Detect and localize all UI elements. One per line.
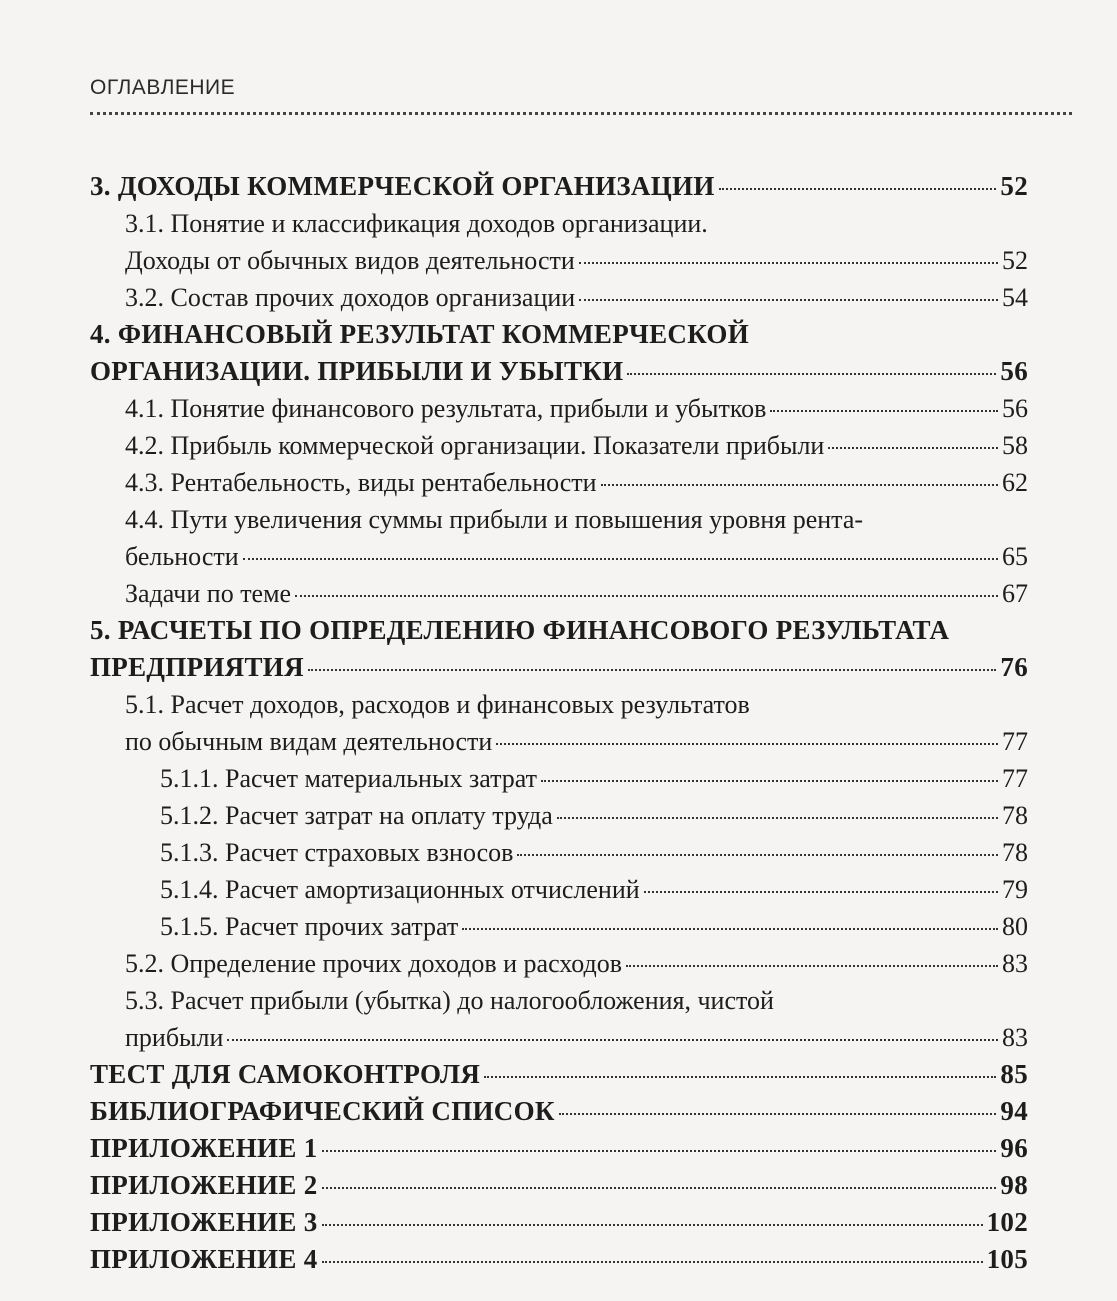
toc-entry-title: ПРИЛОЖЕНИЕ 3 (90, 1207, 318, 1237)
toc-entry-line (160, 834, 1028, 871)
toc-entry-title: 4.3. Рентабельность, виды рентабельности (125, 468, 597, 497)
toc-entry-line (90, 1056, 1028, 1093)
toc-entry (90, 834, 1028, 871)
toc-page-number: 96 (1000, 1133, 1028, 1163)
toc-entry-line (125, 464, 1028, 501)
toc-entry (90, 686, 1028, 760)
toc-page-number: 83 (1002, 1023, 1028, 1052)
toc-entry (90, 427, 1028, 464)
toc-entry (90, 501, 1028, 575)
toc-entry-line (160, 871, 1028, 908)
toc-page-number: 94 (1000, 1096, 1028, 1126)
toc-page-number: 79 (1002, 875, 1028, 904)
dot-leader (579, 299, 998, 301)
toc-entry-title: 4. ФИНАНСОВЫЙ РЕЗУЛЬТАТ КОММЕРЧЕСКОЙ (90, 319, 750, 349)
toc-page-number: 56 (1002, 394, 1028, 423)
toc-entry (90, 1130, 1028, 1167)
dot-leader (322, 1224, 983, 1226)
dot-leader (322, 1187, 997, 1189)
toc-entry-title: 4.1. Понятие финансового результата, прибыли и убытков (125, 394, 767, 423)
toc-entry-line (125, 427, 1028, 464)
toc-page-number: 65 (1002, 542, 1028, 571)
toc-page-number: 67 (1002, 579, 1028, 608)
toc-entry-line-wrapped (125, 205, 1028, 242)
toc-entry-line-wrapped (125, 686, 1028, 723)
head-rule (90, 112, 1072, 115)
dot-leader (243, 558, 998, 560)
toc-entry (90, 1167, 1028, 1204)
toc-entry-title: ТЕСТ ДЛЯ САМОКОНТРОЛЯ (90, 1059, 481, 1089)
dot-leader (484, 1076, 996, 1078)
toc-entry-line (125, 575, 1028, 612)
toc-entry-line (90, 649, 1028, 686)
toc-entry-title: ПРИЛОЖЕНИЕ 2 (90, 1170, 318, 1200)
toc-entry-title: 3.1. Понятие и классификация доходов организации. (125, 209, 708, 238)
toc-entry-title: ОРГАНИЗАЦИИ. ПРИБЫЛИ И УБЫТКИ (90, 356, 624, 386)
dot-leader (541, 780, 998, 782)
toc-entry (90, 871, 1028, 908)
toc-entry-title: Доходы от обычных видов деятельности (125, 246, 575, 275)
dot-leader (322, 1261, 983, 1263)
toc-entry-line (90, 353, 1028, 390)
toc-entry (90, 1204, 1028, 1241)
toc-page-number: 77 (1002, 764, 1028, 793)
dot-leader (644, 891, 998, 893)
toc-entry-line (90, 1204, 1028, 1241)
toc-page-number: 54 (1002, 283, 1028, 312)
dot-leader (719, 188, 997, 190)
toc-page-number: 52 (1002, 246, 1028, 275)
toc-entry-title: 4.4. Пути увеличения суммы прибыли и повышения уровня рента- (125, 505, 864, 534)
toc-entry-title: 5.1.1. Расчет материальных затрат (160, 764, 537, 793)
toc-entry (90, 316, 1028, 390)
toc-entry-title: 4.2. Прибыль коммерческой организации. Показатели прибыли (125, 431, 825, 460)
toc-entry-line (125, 723, 1028, 760)
toc-entry-line-wrapped (125, 982, 1028, 1019)
toc-entry-title: 5.1.4. Расчет амортизационных отчислений (160, 875, 640, 904)
dot-leader (557, 817, 998, 819)
toc-page-number: 78 (1002, 801, 1028, 830)
toc-entry-title: БИБЛИОГРАФИЧЕСКИЙ СПИСОК (90, 1096, 555, 1126)
toc-entry-title: 5.2. Определение прочих доходов и расходов (125, 949, 623, 978)
dot-leader (601, 484, 998, 486)
toc-entry-line (90, 1093, 1028, 1130)
toc-entry (90, 982, 1028, 1056)
toc-entry-line-wrapped (125, 501, 1028, 538)
toc-entry-title: 3.2. Состав прочих доходов организации (125, 283, 576, 312)
running-head: ОГЛАВЛЕНИЕ (90, 76, 236, 99)
toc-entry (90, 464, 1028, 501)
toc-entry-title: бельности (125, 542, 239, 571)
toc-entry (90, 1241, 1028, 1278)
dot-leader (559, 1113, 997, 1115)
toc-entry-title: Задачи по теме (125, 579, 292, 608)
toc-page-number: 98 (1000, 1170, 1028, 1200)
toc-entry-title: 5.1.5. Расчет прочих затрат (160, 912, 459, 941)
toc-entry (90, 1093, 1028, 1130)
dot-leader (295, 595, 998, 597)
dot-leader (517, 854, 998, 856)
dot-leader (322, 1150, 997, 1152)
toc-entry-line (125, 1019, 1028, 1056)
dot-leader (627, 373, 996, 375)
toc-page-number: 85 (1000, 1059, 1028, 1089)
dot-leader (462, 928, 998, 930)
toc-entry-line (90, 1130, 1028, 1167)
toc-page-number: 77 (1002, 727, 1028, 756)
toc-entry-title: 5.1.3. Расчет страховых взносов (160, 838, 514, 867)
dot-leader (770, 410, 998, 412)
toc-entry-line-wrapped (90, 316, 1028, 353)
table-of-contents (90, 168, 1028, 1278)
toc-entry-line (90, 168, 1028, 205)
toc-entry-title: ПРИЛОЖЕНИЕ 4 (90, 1244, 318, 1274)
toc-entry-title: 3. ДОХОДЫ КОММЕРЧЕСКОЙ ОРГАНИЗАЦИИ (90, 171, 715, 201)
toc-entry (90, 945, 1028, 982)
toc-page-number: 56 (1000, 356, 1028, 386)
toc-entry (90, 760, 1028, 797)
toc-entry (90, 168, 1028, 205)
toc-page-number: 78 (1002, 838, 1028, 867)
toc-page-number: 76 (1000, 652, 1028, 682)
toc-entry-title: 5. РАСЧЕТЫ ПО ОПРЕДЕЛЕНИЮ ФИНАНСОВОГО РЕЗУЛЬТАТА (90, 615, 950, 645)
toc-page-number: 62 (1002, 468, 1028, 497)
dot-leader (308, 669, 997, 671)
dot-leader (227, 1039, 998, 1041)
toc-entry-line (160, 908, 1028, 945)
toc-entry-line (125, 279, 1028, 316)
toc-entry (90, 279, 1028, 316)
toc-entry-title: по обычным видам деятельности (125, 727, 493, 756)
toc-entry-title: 5.3. Расчет прибыли (убытка) до налогообложения, чистой (125, 986, 774, 1015)
toc-entry (90, 575, 1028, 612)
toc-entry (90, 797, 1028, 834)
toc-page-number: 83 (1002, 949, 1028, 978)
toc-entry (90, 390, 1028, 427)
toc-entry (90, 612, 1028, 686)
toc-page-number: 102 (986, 1207, 1028, 1237)
dot-leader (626, 965, 998, 967)
toc-entry-line (160, 760, 1028, 797)
toc-entry (90, 205, 1028, 279)
toc-page-number: 105 (986, 1244, 1028, 1274)
toc-entry-line (90, 1167, 1028, 1204)
toc-entry-line (125, 242, 1028, 279)
toc-entry-title: 5.1. Расчет доходов, расходов и финансовых результатов (125, 690, 750, 719)
dot-leader (579, 262, 998, 264)
toc-entry-title: 5.1.2. Расчет затрат на оплату труда (160, 801, 553, 830)
toc-entry-title: ПРИЛОЖЕНИЕ 1 (90, 1133, 318, 1163)
toc-entry-title: ПРЕДПРИЯТИЯ (90, 652, 304, 682)
dot-leader (496, 743, 998, 745)
toc-entry-line-wrapped (90, 612, 1028, 649)
toc-entry-line (125, 390, 1028, 427)
toc-page-number: 80 (1002, 912, 1028, 941)
toc-page-number: 52 (1000, 171, 1028, 201)
toc-entry (90, 908, 1028, 945)
toc-entry-line (160, 797, 1028, 834)
toc-entry-line (125, 538, 1028, 575)
toc-entry-line (90, 1241, 1028, 1278)
toc-page-number: 58 (1002, 431, 1028, 460)
dot-leader (828, 447, 998, 449)
toc-entry-line (125, 945, 1028, 982)
toc-entry (90, 1056, 1028, 1093)
toc-entry-title: прибыли (125, 1023, 224, 1052)
